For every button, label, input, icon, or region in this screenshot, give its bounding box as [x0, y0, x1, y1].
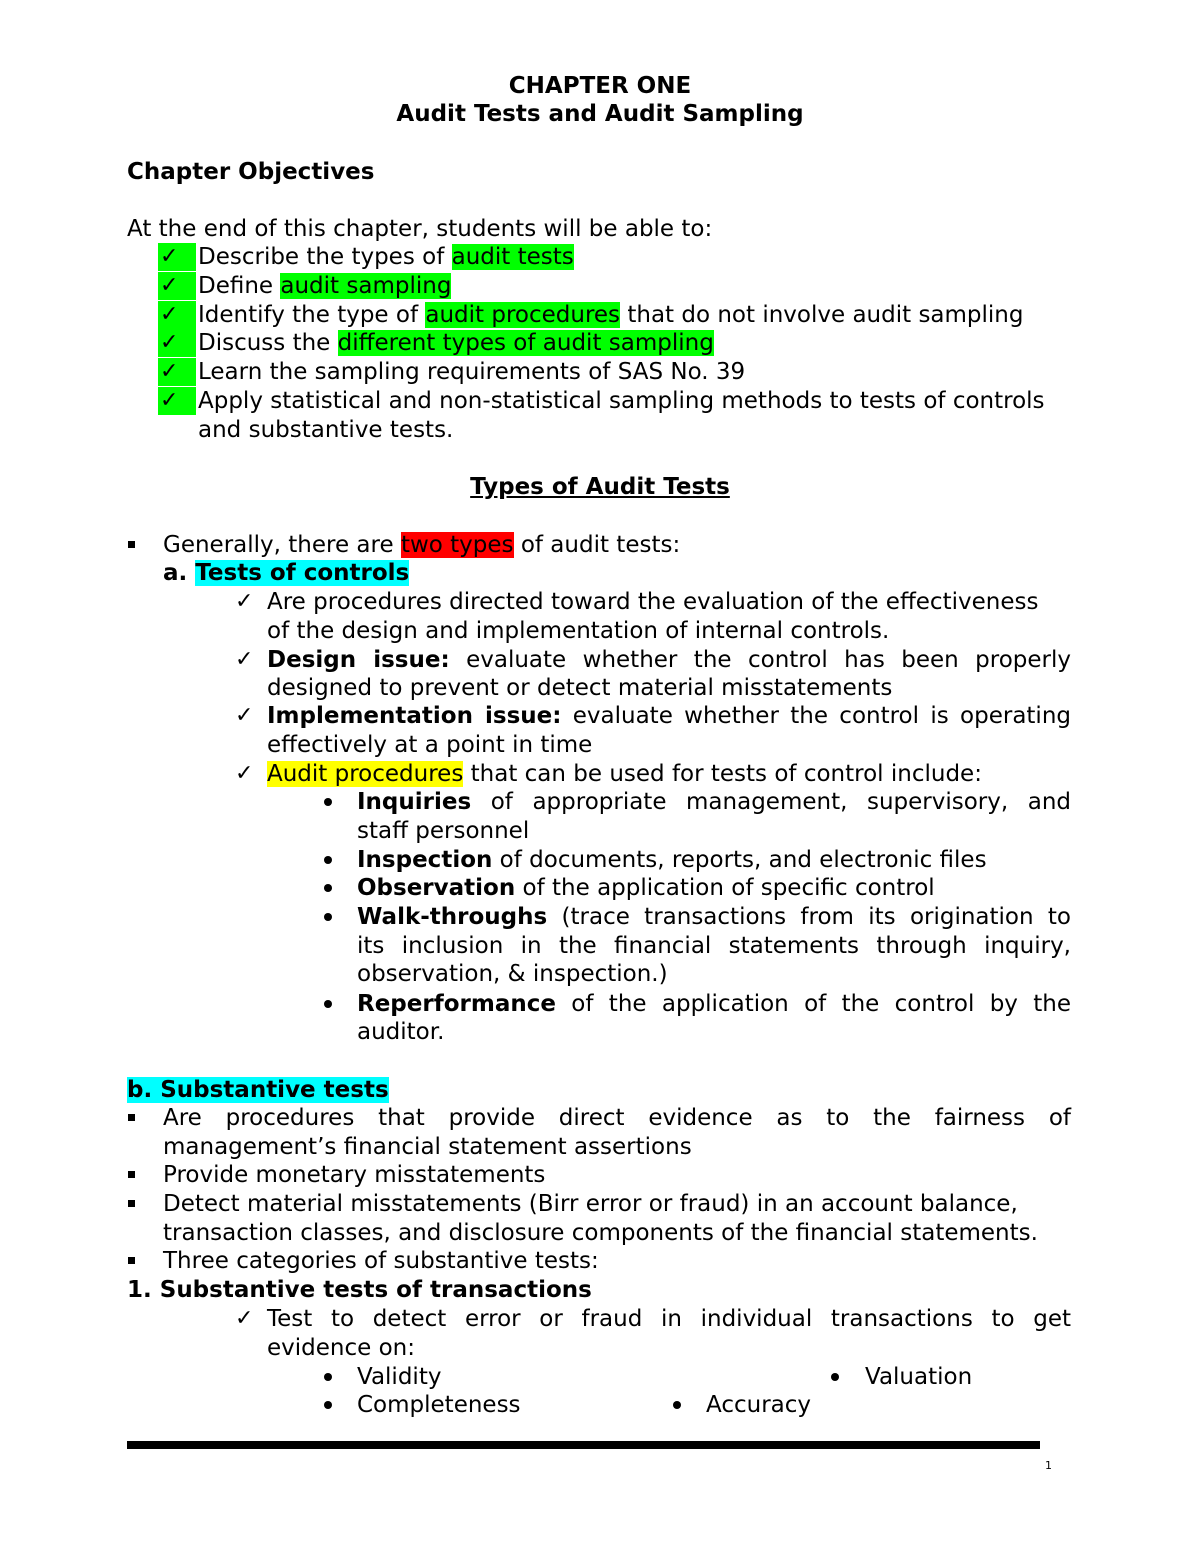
objective-item: Discuss the different types of audit sampling [198, 330, 714, 356]
assertion-item: Validity [357, 1364, 442, 1390]
objective-item: Define audit sampling [198, 273, 452, 299]
category-point-cont: evidence on: [267, 1335, 415, 1361]
substantive-point: Detect material misstatements (Birr error or fraud) in an account balance, [163, 1191, 1018, 1217]
control-point: Audit procedures that can be used for tests of control include: [267, 761, 982, 787]
control-point: Implementation issue: evaluate whether the control is operating [267, 703, 1071, 729]
check-icon: ✓ [158, 272, 196, 300]
procedure-item-cont: staff personnel [357, 818, 530, 844]
bullet-icon [324, 1401, 332, 1409]
square-bullet-icon [128, 1200, 135, 1207]
control-point-cont: of the design and implementation of internal controls. [267, 618, 890, 644]
substantive-point-cont: transaction classes, and disclosure components of the financial statements. [163, 1220, 1038, 1246]
page-number: 1 [1045, 1459, 1052, 1472]
bullet-icon [324, 884, 332, 892]
substantive-point: Three categories of substantive tests: [163, 1248, 599, 1274]
chapter-label: CHAPTER ONE [508, 73, 692, 99]
objective-item: Describe the types of audit tests [198, 244, 574, 270]
control-point-cont: effectively at a point in time [267, 732, 593, 758]
procedure-item-cont: observation, & inspection.) [357, 961, 668, 987]
section-heading: Types of Audit Tests [470, 474, 730, 500]
bullet-icon [324, 913, 332, 921]
objective-item: Apply statistical and non-statistical sampling methods to tests of controls [198, 388, 1045, 414]
procedure-item: Walk-throughs (trace transactions from its origination to [357, 904, 1071, 930]
assertion-item: Valuation [865, 1364, 973, 1390]
check-icon: ✓ [235, 703, 254, 728]
objective-item: Identify the type of audit procedures that do not involve audit sampling [198, 302, 1024, 328]
objective-item: Learn the sampling requirements of SAS No. 39 [198, 359, 746, 385]
bullet-icon [324, 856, 332, 864]
square-bullet-icon [128, 1257, 135, 1264]
substantive-category-heading: 1. Substantive tests of transactions [127, 1277, 592, 1303]
chapter-title: Audit Tests and Audit Sampling [396, 101, 804, 127]
check-icon: ✓ [158, 243, 196, 271]
procedure-item-cont: its inclusion in the financial statements through inquiry, [357, 933, 1071, 959]
substantive-point: Are procedures that provide direct evidence as to the fairness of [163, 1105, 1071, 1131]
bullet-icon [831, 1373, 839, 1381]
square-bullet-icon [128, 1114, 135, 1121]
bullet-icon [324, 1373, 332, 1381]
bullet-icon [324, 798, 332, 806]
objective-item-continued: and substantive tests. [198, 417, 454, 443]
assertion-item: Accuracy [706, 1392, 812, 1418]
types-intro: Generally, there are two types of audit tests: [163, 532, 681, 558]
check-icon: ✓ [158, 301, 196, 329]
procedure-item: Inspection of documents, reports, and electronic files [357, 847, 987, 873]
procedure-item: Observation of the application of specific control [357, 875, 935, 901]
substantive-tests-heading: b. Substantive tests [127, 1077, 389, 1103]
procedure-item-cont: auditor. [357, 1019, 445, 1045]
footer-rule [127, 1441, 1040, 1449]
objectives-heading: Chapter Objectives [127, 159, 375, 185]
control-point-cont: designed to prevent or detect material misstatements [267, 675, 893, 701]
procedure-item: Reperformance of the application of the control by the [357, 991, 1071, 1017]
assertion-item: Completeness [357, 1392, 521, 1418]
check-icon: ✓ [235, 589, 254, 614]
bullet-icon [324, 1000, 332, 1008]
category-point: Test to detect error or fraud in individual transactions to get [267, 1306, 1071, 1332]
tests-of-controls-heading: a. Tests of controls [163, 560, 410, 586]
check-icon: ✓ [235, 647, 254, 672]
objectives-intro: At the end of this chapter, students will be able to: [127, 216, 713, 242]
square-bullet-icon [128, 1171, 135, 1178]
check-icon: ✓ [235, 761, 254, 786]
check-icon: ✓ [158, 358, 196, 386]
bullet-icon [673, 1401, 681, 1409]
check-icon: ✓ [235, 1306, 254, 1331]
square-bullet-icon [128, 541, 135, 548]
check-icon: ✓ [158, 329, 196, 357]
control-point: Design issue: evaluate whether the control has been properly [267, 647, 1071, 673]
substantive-point-cont: management’s financial statement assertions [163, 1134, 692, 1160]
procedure-item: Inquiries of appropriate management, supervisory, and [357, 789, 1071, 815]
control-point: Are procedures directed toward the evaluation of the effectiveness [267, 589, 1039, 615]
check-icon: ✓ [158, 387, 196, 415]
substantive-point: Provide monetary misstatements [163, 1162, 546, 1188]
